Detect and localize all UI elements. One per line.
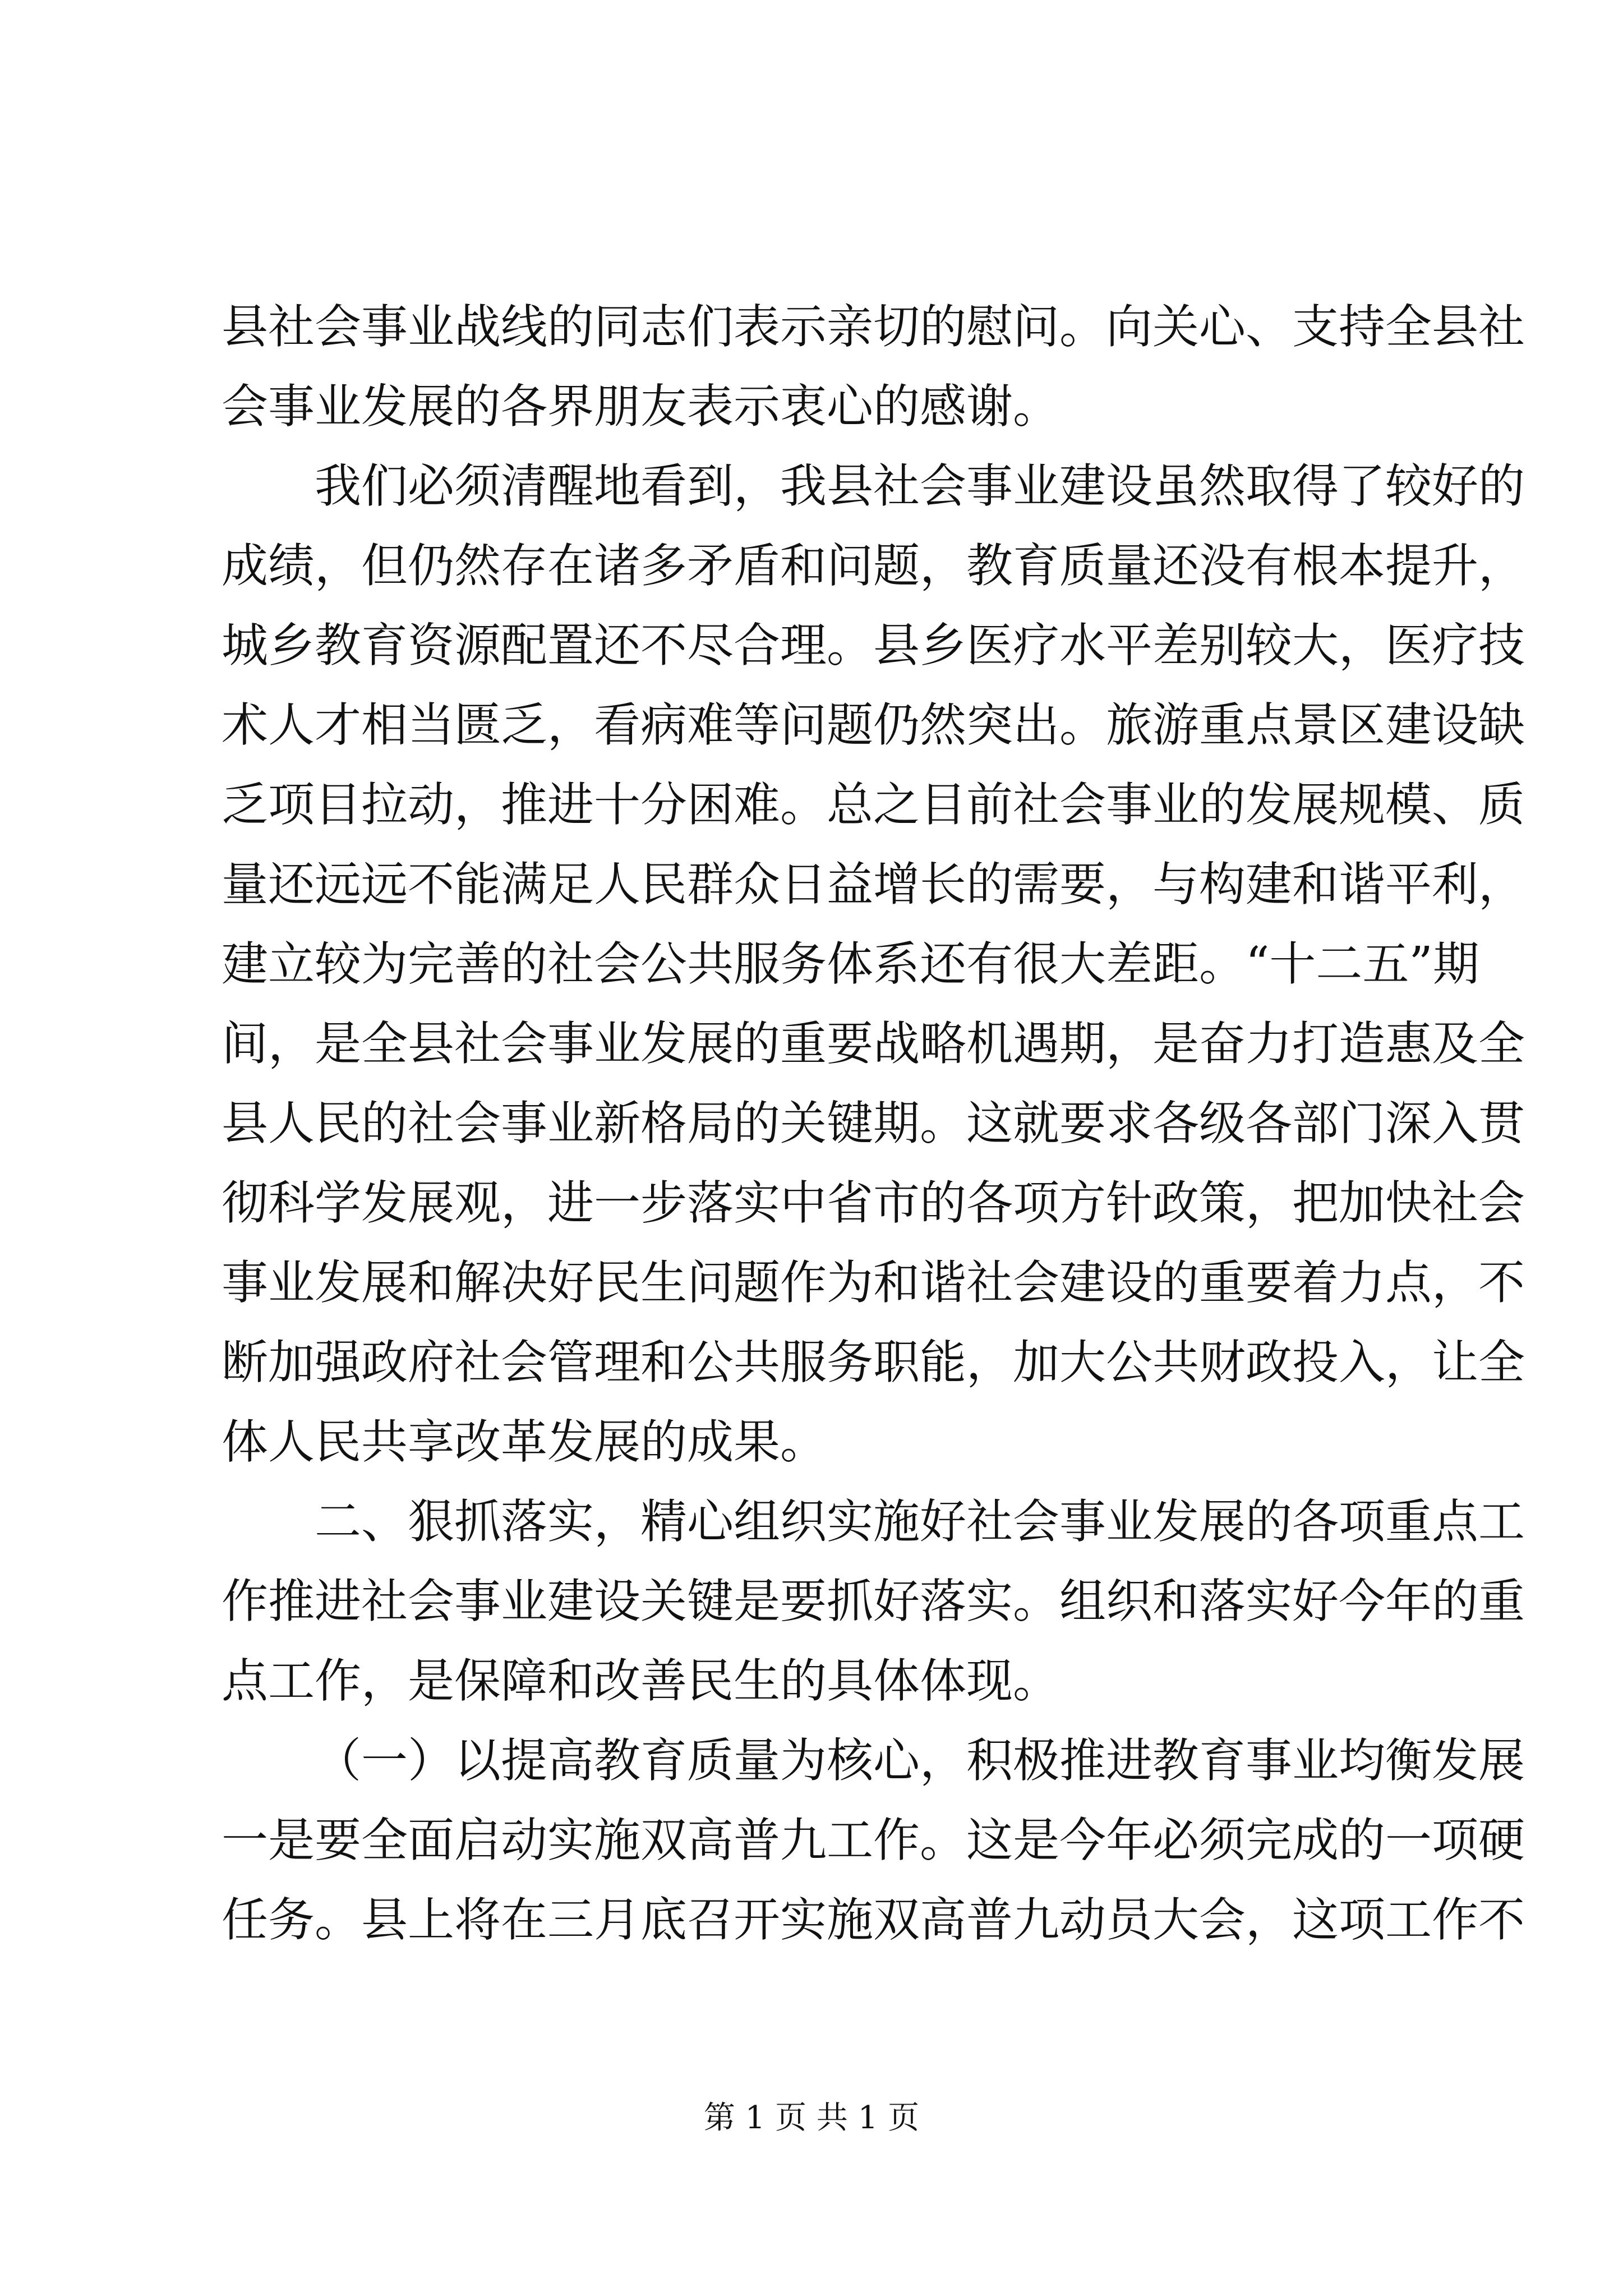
text-line: 成绩，但仍然存在诸多矛盾和问题，教育质量还没有根本提升， <box>222 539 1525 593</box>
text-line: 县社会事业战线的同志们表示亲切的慰问。向关心、支持全县社 <box>222 300 1525 354</box>
page-number: 第 1 页 共 1 页 <box>703 2100 920 2136</box>
text-line: 作推进社会事业建设关键是要抓好落实。组织和落实好今年的重 <box>222 1574 1525 1628</box>
text-line: 会事业发展的各界朋友表示衷心的感谢。 <box>222 379 1059 434</box>
text-line: 任务。县上将在三月底召开实施双高普九动员大会，这项工作不 <box>222 1893 1525 1947</box>
text-line: 间，是全县社会事业发展的重要战略机遇期，是奋力打造惠及全 <box>222 1016 1525 1071</box>
text-line: 事业发展和解决好民生问题作为和谐社会建设的重要着力点，不 <box>222 1255 1525 1310</box>
page-footer <box>0 2096 1623 2141</box>
subsection-heading-line: （一）以提高教育质量为核心，积极推进教育事业均衡发展 <box>315 1733 1525 1788</box>
text-line: 彻科学发展观，进一步落实中省市的各项方针政策，把加快社会 <box>222 1176 1525 1230</box>
text-line: 城乡教育资源配置还不尽合理。县乡医疗水平差别较大，医疗技 <box>222 618 1525 673</box>
text-line: 断加强政府社会管理和公共服务职能，加大公共财政投入，让全 <box>222 1335 1525 1389</box>
text-line: 术人才相当匮乏，看病难等问题仍然突出。旅游重点景区建设缺 <box>222 698 1525 752</box>
text-line: 乏项目拉动，推进十分困难。总之目前社会事业的发展规模、质 <box>222 777 1525 832</box>
paragraph-first-line: 我们必须清醒地看到，我县社会事业建设虽然取得了较好的 <box>315 459 1525 513</box>
body-text <box>222 287 1525 1960</box>
text-line: 县人民的社会事业新格局的关键期。这就要求各级各部门深入贯 <box>222 1096 1525 1151</box>
text-line: 量还远远不能满足人民群众日益增长的需要，与构建和谐平利， <box>222 857 1525 912</box>
text-line: 建立较为完善的社会公共服务体系还有很大差距。“十二五”期 <box>222 937 1479 991</box>
section-heading-line: 二、狠抓落实，精心组织实施好社会事业发展的各项重点工 <box>315 1494 1525 1549</box>
text-line: 点工作，是保障和改善民生的具体体现。 <box>222 1654 1059 1708</box>
text-line: 体人民共享改革发展的成果。 <box>222 1415 827 1469</box>
text-line: 一是要全面启动实施双高普九工作。这是今年必须完成的一项硬 <box>222 1813 1525 1867</box>
